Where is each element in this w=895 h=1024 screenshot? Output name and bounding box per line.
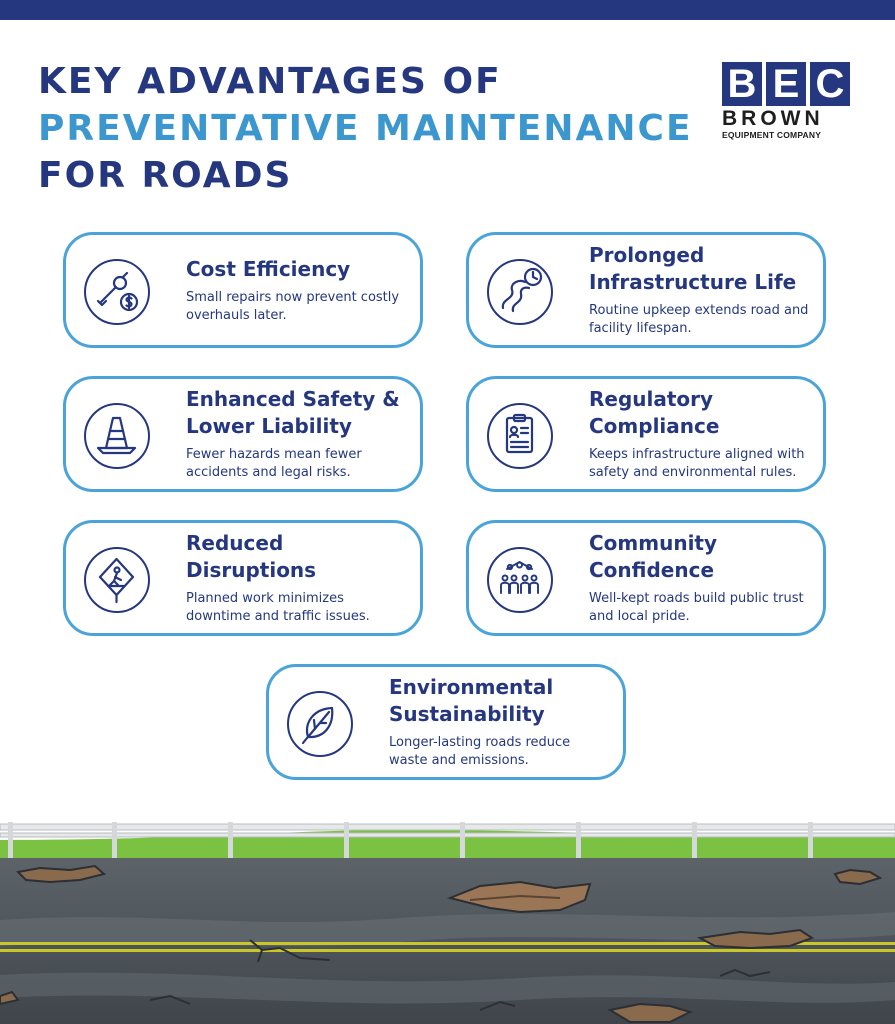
card-text	[589, 379, 809, 489]
card-description: Planned work minimizes downtime and traffic issues.	[186, 591, 370, 624]
wrench-dollar-icon	[84, 259, 150, 325]
traffic-cone-icon	[84, 403, 150, 469]
page-title	[38, 58, 693, 199]
logo-letter-b: B	[722, 62, 762, 106]
card-enhanced-safety	[63, 376, 423, 492]
card-title: Cost Efficiency	[186, 256, 351, 281]
card-environmental-sustainability	[266, 664, 626, 780]
card-community-confidence	[466, 520, 826, 636]
leaf-icon	[287, 691, 353, 757]
card-title: Regulatory Compliance	[589, 387, 720, 438]
logo-word: BROWN	[722, 107, 824, 130]
card-title: Enhanced Safety & Lower Liability	[186, 387, 400, 438]
title-line-1: KEY ADVANTAGES OF	[38, 61, 502, 102]
card-title: Environmental Sustainability	[389, 675, 554, 726]
logo-letter-e: E	[766, 62, 806, 106]
lane-line-2	[0, 949, 895, 952]
card-title: Community Confidence	[589, 531, 718, 582]
title-line-2: PREVENTATIVE MAINTENANCE	[38, 108, 693, 149]
top-bar	[0, 0, 895, 20]
title-line-3: FOR ROADS	[38, 155, 293, 196]
community-people-icon	[487, 547, 553, 613]
card-reduced-disruptions	[63, 520, 423, 636]
card-text	[589, 235, 809, 345]
logo-letter-c: C	[810, 62, 850, 106]
card-title: Prolonged Infrastructure Life	[589, 243, 797, 294]
card-description: Well-kept roads build public trust and local pride.	[589, 591, 804, 624]
card-text	[389, 667, 609, 777]
card-description: Fewer hazards mean fewer accidents and legal risks.	[186, 447, 362, 480]
road-clock-icon	[487, 259, 553, 325]
card-description: Routine upkeep extends road and facility lifespan.	[589, 303, 809, 336]
card-description: Longer-lasting roads reduce waste and emissions.	[389, 735, 571, 768]
card-regulatory-compliance	[466, 376, 826, 492]
card-text	[186, 379, 406, 489]
card-cost-efficiency	[63, 232, 423, 348]
logo-letters	[722, 62, 852, 106]
card-text	[186, 523, 406, 633]
card-text	[589, 523, 809, 633]
card-prolonged-infrastructure-life	[466, 232, 826, 348]
logo-subtitle: EQUIPMENT COMPANY	[722, 130, 822, 140]
card-description: Small repairs now prevent costly overhauls later.	[186, 289, 400, 323]
card-text	[186, 235, 406, 345]
road-work-sign-icon	[84, 547, 150, 613]
card-title: Reduced Disruptions	[186, 531, 317, 582]
damaged-road-illustration	[0, 800, 895, 1024]
bec-logo	[722, 62, 852, 140]
clipboard-icon	[487, 403, 553, 469]
card-description: Keeps infrastructure aligned with safety and environmental rules.	[589, 447, 805, 480]
